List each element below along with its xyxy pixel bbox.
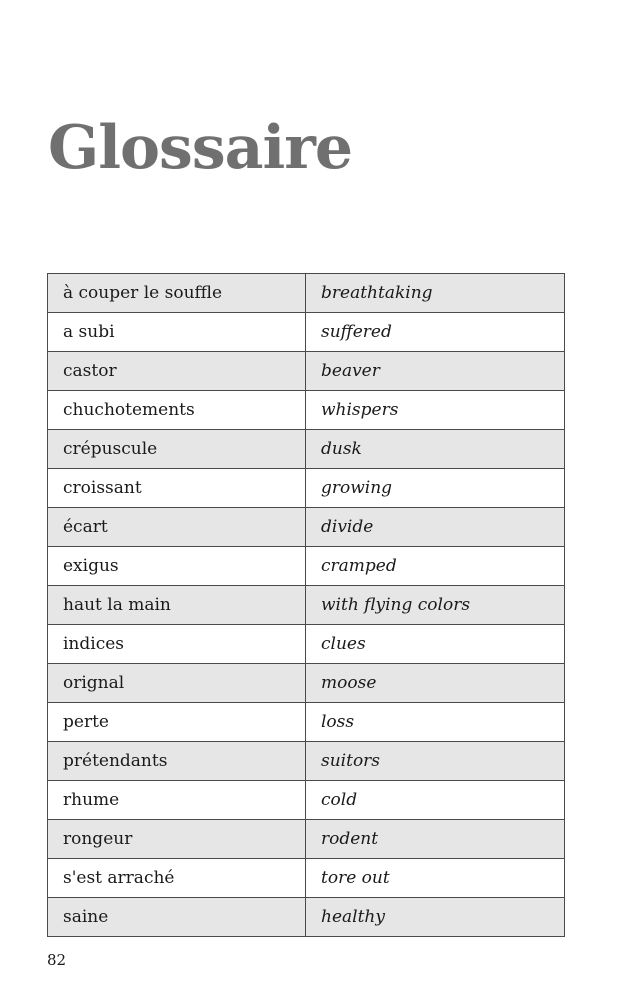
french-term: perte	[48, 703, 306, 742]
english-translation: rodent	[306, 820, 565, 859]
french-term: orignal	[48, 664, 306, 703]
glossary-row	[48, 625, 565, 664]
english-translation: cramped	[306, 547, 565, 586]
glossary-row	[48, 703, 565, 742]
french-term: indices	[48, 625, 306, 664]
glossary-row	[48, 430, 565, 469]
english-translation: growing	[306, 469, 565, 508]
french-term: s'est arraché	[48, 859, 306, 898]
glossary-row	[48, 352, 565, 391]
english-translation: dusk	[306, 430, 565, 469]
french-term: crépuscule	[48, 430, 306, 469]
glossary-row	[48, 274, 565, 313]
glossary-row	[48, 664, 565, 703]
french-term: rhume	[48, 781, 306, 820]
english-translation: with flying colors	[306, 586, 565, 625]
english-translation: clues	[306, 625, 565, 664]
french-term: à couper le souffle	[48, 274, 306, 313]
glossary-row	[48, 781, 565, 820]
glossary-row	[48, 547, 565, 586]
glossary-row	[48, 586, 565, 625]
english-translation: healthy	[306, 898, 565, 937]
page-number: 82	[47, 951, 67, 969]
french-term: exigus	[48, 547, 306, 586]
glossary-row	[48, 898, 565, 937]
french-term: haut la main	[48, 586, 306, 625]
english-translation: tore out	[306, 859, 565, 898]
french-term: croissant	[48, 469, 306, 508]
french-term: prétendants	[48, 742, 306, 781]
glossary-row	[48, 469, 565, 508]
glossary-row	[48, 859, 565, 898]
english-translation: cold	[306, 781, 565, 820]
glossary-row	[48, 820, 565, 859]
english-translation: beaver	[306, 352, 565, 391]
english-translation: whispers	[306, 391, 565, 430]
glossary-table	[47, 273, 565, 937]
page-title: Glossaire	[48, 113, 353, 183]
french-term: saine	[48, 898, 306, 937]
french-term: chuchotements	[48, 391, 306, 430]
english-translation: suffered	[306, 313, 565, 352]
french-term: écart	[48, 508, 306, 547]
glossary-row	[48, 742, 565, 781]
french-term: rongeur	[48, 820, 306, 859]
english-translation: moose	[306, 664, 565, 703]
glossary-row	[48, 313, 565, 352]
english-translation: suitors	[306, 742, 565, 781]
english-translation: loss	[306, 703, 565, 742]
english-translation: breathtaking	[306, 274, 565, 313]
glossary-row	[48, 508, 565, 547]
french-term: castor	[48, 352, 306, 391]
french-term: a subi	[48, 313, 306, 352]
glossary-row	[48, 391, 565, 430]
english-translation: divide	[306, 508, 565, 547]
